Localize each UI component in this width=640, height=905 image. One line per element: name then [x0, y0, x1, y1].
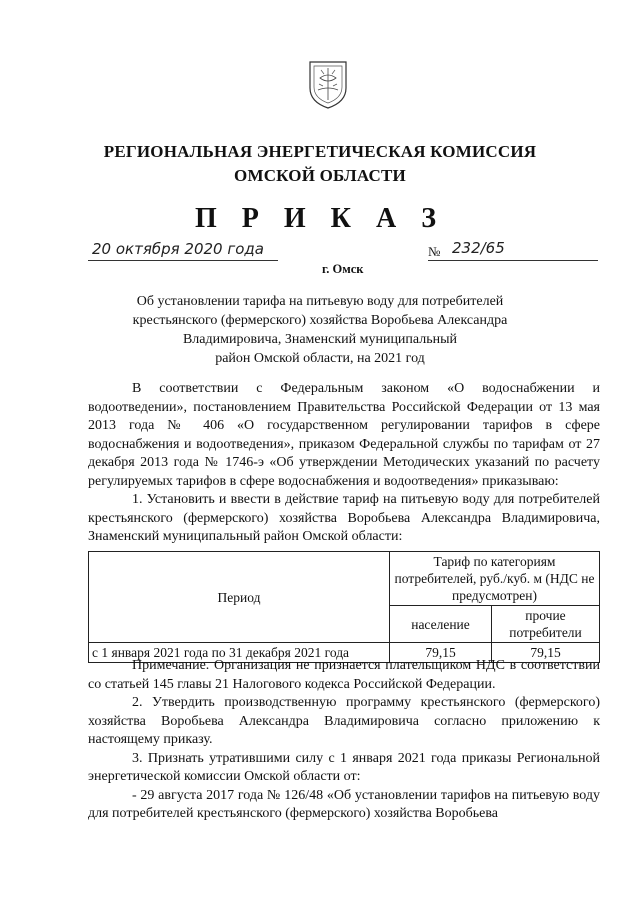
subject: [120, 292, 520, 368]
number-sign: №: [428, 244, 441, 259]
org-name-line2: ОМСКОЙ ОБЛАСТИ: [234, 166, 406, 185]
item-1-paragraph: 1. Установить и ввести в действие тариф на питьевую воду для потребителей крестьянского (фермерского) хозяйства Воробьева Александра Владимировича, Знаменский муниципальный район Омской области:: [88, 492, 600, 544]
header-population: население: [390, 606, 492, 643]
header-other: прочие потребители: [492, 606, 600, 643]
body-top: [88, 380, 600, 547]
preamble-paragraph: В соответствии с Федеральным законом «О водоснабжении и водоотведении», постановлением Правительства Российской Федерации от 13 мая 2013 года № 406 «О государственном регулировании тарифов в сфере водоснабжения и водоотведения», приказом Федеральной службы по тарифам от 27 декабря 2013 года № 1746-э «Об утверждении Методических указаний по расчету регулируемых тарифов в сфере водоснабжения и водоотведения» приказываю:: [88, 381, 600, 489]
subject-line: район Омской области, на 2021 год: [215, 351, 425, 366]
subject-line: Владимировича, Знаменский муниципальный: [182, 332, 458, 347]
note-paragraph: Примечание. Организация не признается плательщиком НДС в соответствии со статьей 145 главы 21 Налогового кодекса Российской Федерации.: [88, 658, 600, 692]
date-underline: [88, 260, 278, 261]
tariff-table: [88, 551, 600, 663]
cell-period: с 1 января 2021 года по 31 декабря 2021 года: [89, 643, 390, 663]
table-header-row: [89, 552, 600, 606]
body-bottom: [88, 657, 600, 824]
document-date: 20 октября 2020 года: [92, 240, 264, 258]
cell-other: 79,15: [492, 643, 600, 663]
city: г. Омск: [322, 262, 364, 276]
subject-line: Об установлении тарифа на питьевую воду для потребителей: [136, 294, 504, 309]
number-underline: [428, 260, 598, 261]
subject-line: крестьянского (фермерского) хозяйства Воробьева Александра: [132, 313, 508, 328]
coat-of-arms-icon: [306, 58, 350, 110]
header-tariff: Тариф по категориям потребителей, руб./куб. м (НДС не предусмотрен): [390, 552, 600, 606]
item-2-paragraph: 2. Утвердить производственную программу крестьянского (фермерского) хозяйства Воробьева Александра Владимировича согласно приложению к настоящему приказу.: [88, 695, 600, 747]
item-3-paragraph: 3. Признать утратившими силу с 1 января 2021 года приказы Региональной энергетической комиссии Омской области от:: [88, 750, 600, 784]
document-type: П Р И К А З: [195, 203, 445, 234]
cell-population: 79,15: [390, 643, 492, 663]
item-3-sub-1-paragraph: - 29 августа 2017 года № 126/48 «Об установлении тарифов на питьевую воду для потребителей крестьянского (фермерского) хозяйства Воробьева: [88, 787, 600, 821]
document-number: 232/65: [452, 239, 505, 257]
org-name-line1: РЕГИОНАЛЬНАЯ ЭНЕРГЕТИЧЕСКАЯ КОМИССИЯ: [103, 142, 537, 161]
header-period: Период: [89, 552, 390, 643]
